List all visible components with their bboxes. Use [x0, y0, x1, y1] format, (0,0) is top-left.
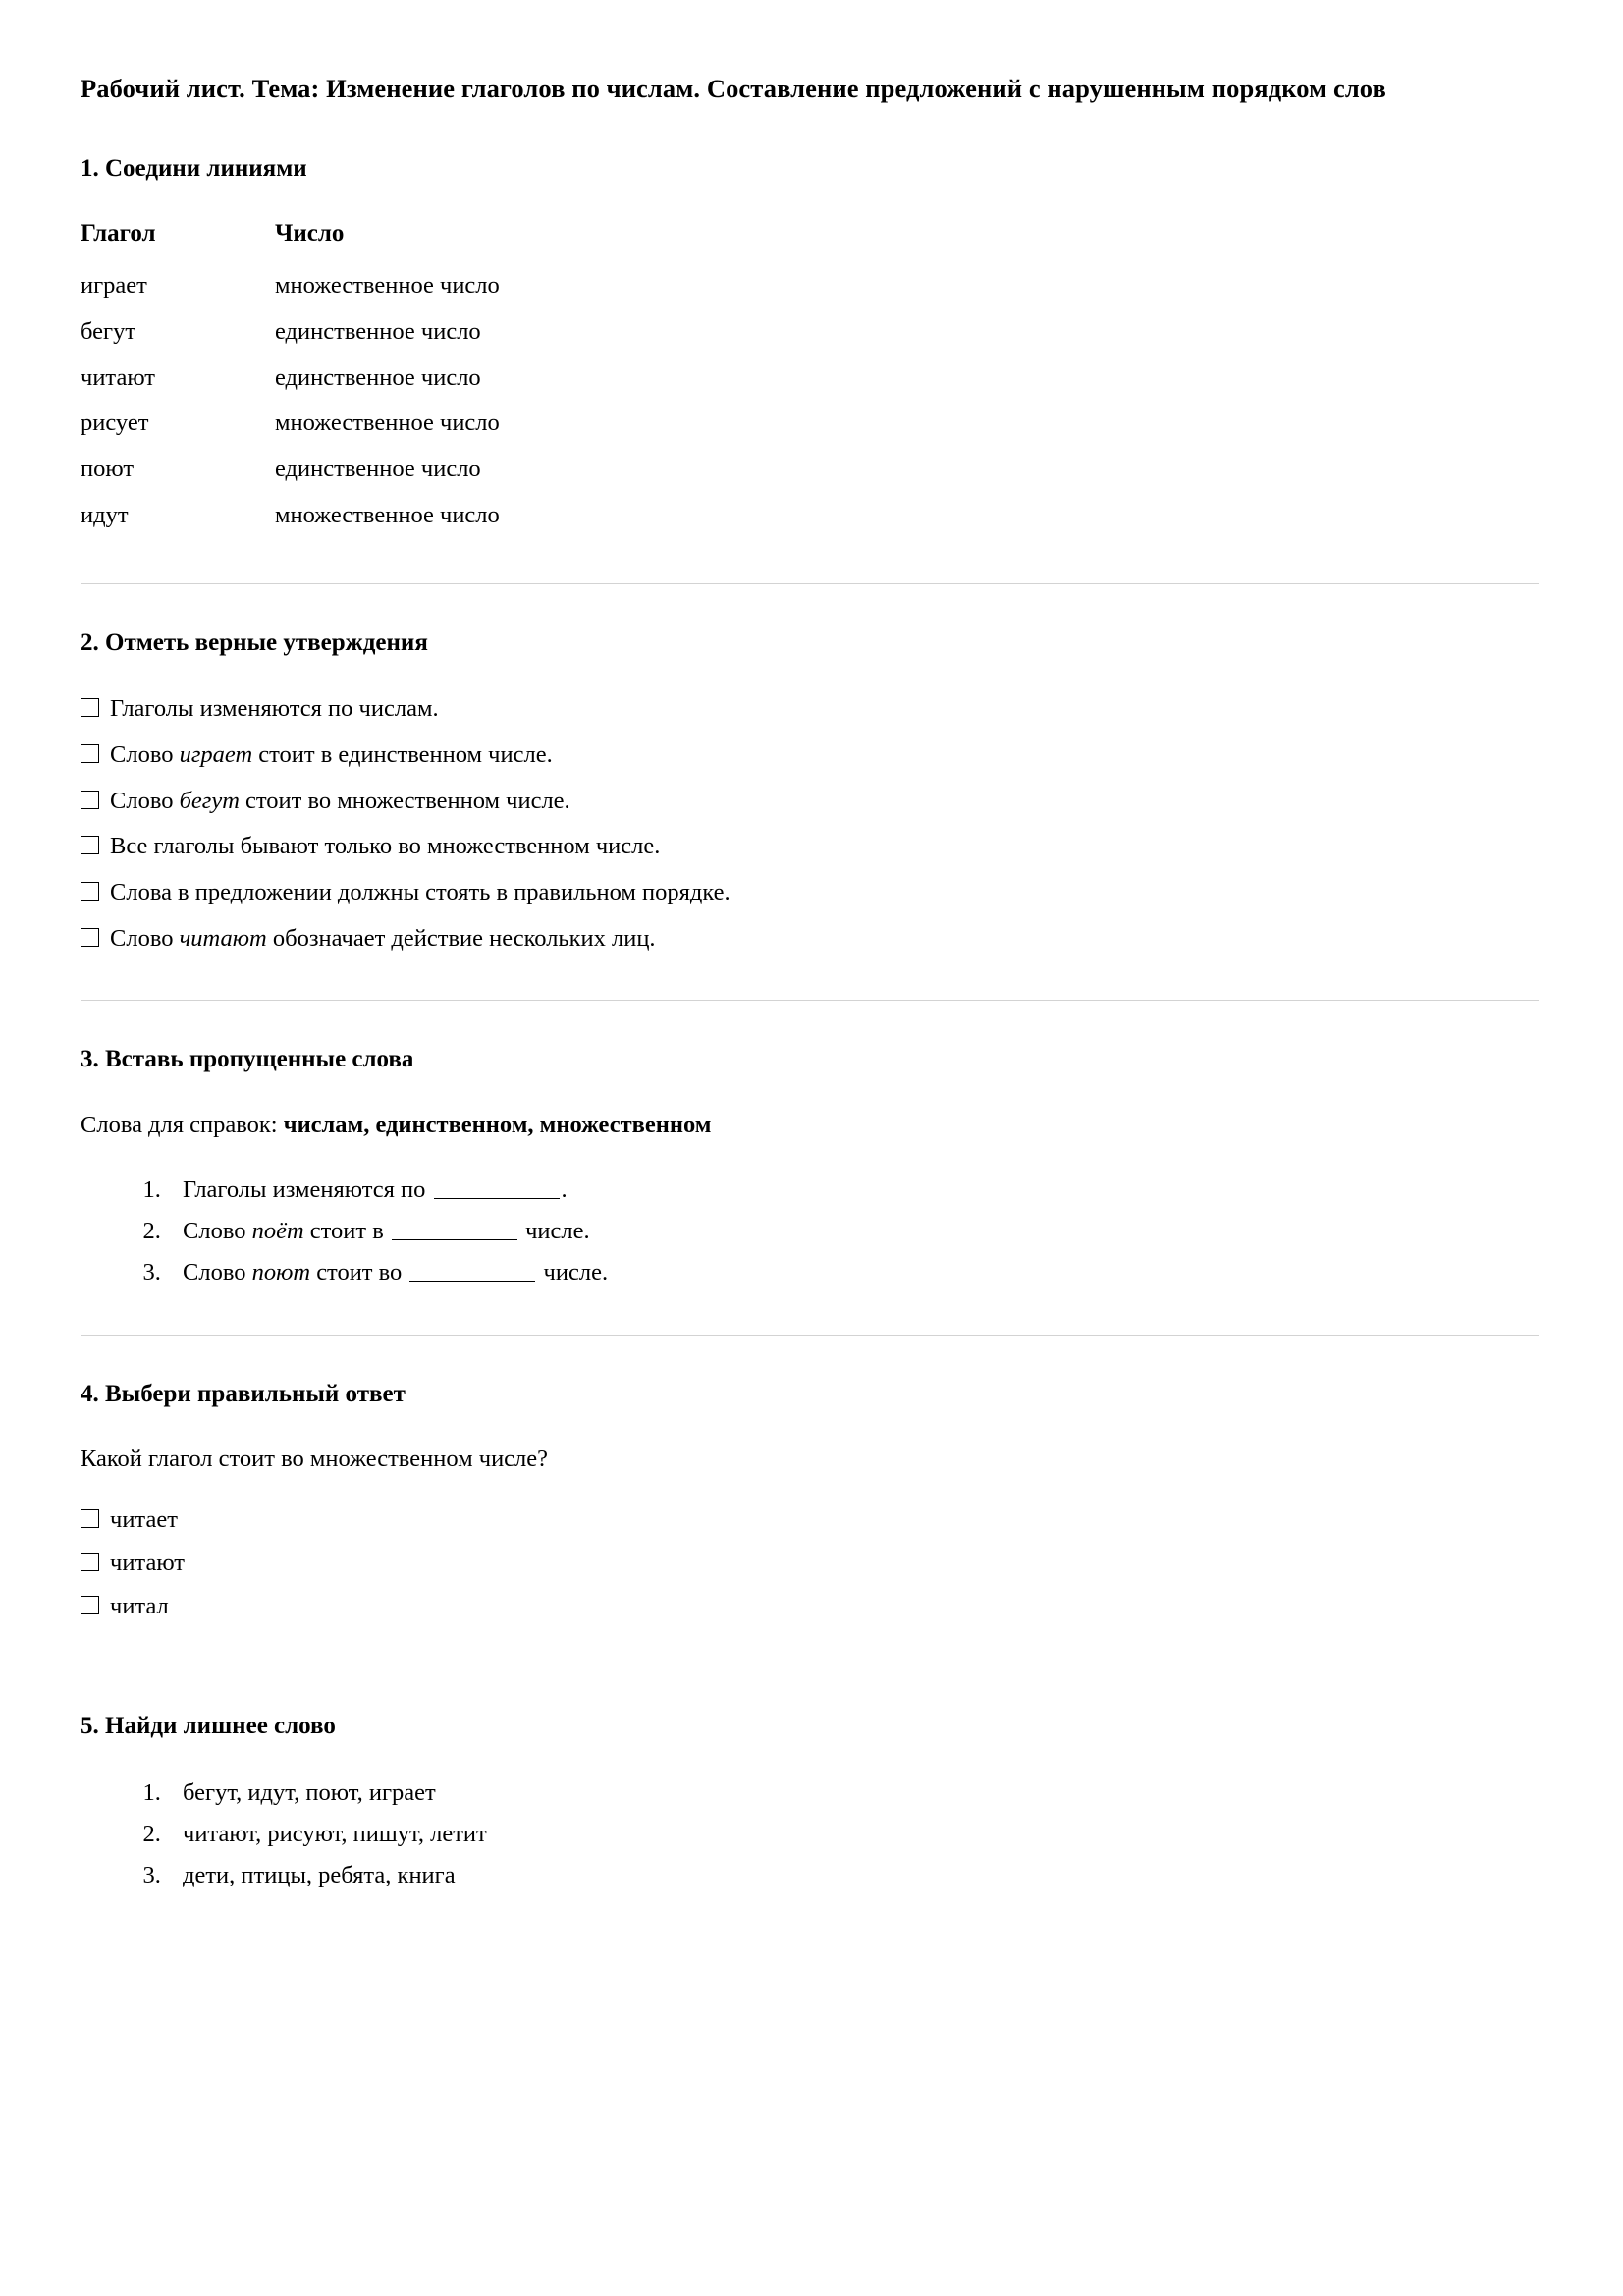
blank-text-em: поёт: [251, 1218, 304, 1245]
blank-input[interactable]: [434, 1175, 560, 1200]
section-divider: [81, 583, 1539, 584]
cell-verb[interactable]: бегут: [81, 317, 136, 345]
list-item[interactable]: [167, 1256, 1539, 1288]
list-item[interactable]: 3. дети, птицы, ребята, книга: [167, 1859, 1539, 1891]
cell-number[interactable]: множественное число: [275, 410, 500, 437]
option-label: читал: [110, 1592, 169, 1619]
checkbox-icon[interactable]: [81, 744, 99, 763]
checkbox-icon[interactable]: [81, 698, 99, 717]
statement-text: Слово бегут стоит во множественном числе.: [110, 787, 570, 814]
blank-text-pre: Слово: [183, 1218, 252, 1245]
reference-words-line: [81, 1110, 1539, 1141]
column-header-number: Число: [275, 220, 345, 247]
table-header-row: [81, 218, 500, 262]
list-item[interactable]: [81, 693, 1539, 725]
blank-input[interactable]: [409, 1257, 535, 1283]
checkbox-icon[interactable]: [81, 882, 99, 901]
cell-verb[interactable]: рисует: [81, 410, 149, 437]
cell-number[interactable]: единственное число: [275, 317, 481, 345]
section-4-heading: 4. Выбери правильный ответ: [81, 1380, 406, 1407]
fill-blank-list: [81, 1174, 1539, 1288]
column-header-verb: Глагол: [81, 220, 156, 247]
reference-words-label: Слова для справок:: [81, 1111, 284, 1138]
page-title: [81, 71, 1539, 108]
cell-verb[interactable]: поют: [81, 456, 135, 483]
section-2-heading: 2. Отметь верные утверждения: [81, 629, 428, 657]
list-item[interactable]: [81, 786, 1539, 817]
section-3-heading: 3. Вставь пропущенные слова: [81, 1046, 414, 1072]
checkbox-icon[interactable]: [81, 836, 99, 854]
blank-text-post: числе.: [518, 1218, 590, 1245]
statement-text: Все глаголы бывают только во множественном числе.: [110, 833, 661, 860]
statement-text: Слова в предложении должны стоять в правильном порядке.: [110, 879, 730, 906]
list-item[interactable]: [81, 877, 1539, 908]
page-title-line-1: Рабочий лист. Тема: Изменение глаголов по числам. Составление предложений с нарушенным: [81, 74, 1205, 103]
table-row: [81, 447, 500, 493]
checkbox-icon[interactable]: [81, 791, 99, 809]
option-label: читают: [110, 1549, 186, 1576]
section-4-question: Какой глагол стоит во множественном числе?: [81, 1446, 549, 1473]
section-4-choice: [81, 1379, 1539, 1622]
cell-number[interactable]: единственное число: [275, 456, 481, 483]
cell-number[interactable]: единственное число: [275, 363, 481, 391]
answer-options: [81, 1504, 1539, 1622]
checkbox-icon[interactable]: [81, 928, 99, 947]
table-row: [81, 262, 500, 308]
section-divider: [81, 1335, 1539, 1336]
list-item[interactable]: [167, 1215, 1539, 1247]
cell-number[interactable]: множественное число: [275, 502, 500, 529]
section-2-statements: [81, 628, 1539, 955]
list-item[interactable]: [81, 1548, 1539, 1579]
cell-verb[interactable]: идут: [81, 502, 129, 529]
table-row: [81, 493, 500, 539]
statement-text: Слово играет стоит в единственном числе.: [110, 740, 553, 768]
checkbox-icon[interactable]: [81, 1509, 99, 1528]
section-5-odd-one-out: [81, 1711, 1539, 1891]
statement-text: Глаголы изменяются по числам.: [110, 694, 439, 722]
list-item[interactable]: 2. читают, рисуют, пишут, летит: [167, 1818, 1539, 1850]
list-item[interactable]: [81, 1591, 1539, 1622]
statement-checklist: [81, 693, 1539, 955]
table-row: [81, 401, 500, 447]
blank-text-mid: стоит в: [303, 1218, 390, 1245]
list-item[interactable]: [81, 831, 1539, 862]
cell-verb[interactable]: играет: [81, 271, 147, 299]
checkbox-icon[interactable]: [81, 1553, 99, 1571]
list-item[interactable]: [81, 1504, 1539, 1536]
reference-words-values: числам, единственном, множественном: [283, 1111, 712, 1138]
blank-text-pre: Глаголы изменяются по: [183, 1176, 432, 1204]
section-5-heading: 5. Найди лишнее слово: [81, 1713, 336, 1740]
checkbox-icon[interactable]: [81, 1596, 99, 1614]
blank-text-mid: стоит во: [310, 1259, 408, 1286]
section-1-heading: 1. Соедини линиями: [81, 154, 307, 182]
cell-verb[interactable]: читают: [81, 363, 156, 391]
statement-text: Слово читают обозначает действие нескольких лиц.: [110, 925, 656, 953]
list-item[interactable]: [81, 923, 1539, 955]
odd-word-list: [81, 1777, 1539, 1891]
option-label: читает: [110, 1505, 178, 1533]
blank-text-em: поют: [251, 1259, 311, 1286]
table-row: [81, 308, 500, 355]
blank-text-post: .: [561, 1176, 568, 1204]
blank-text-pre: Слово: [183, 1259, 252, 1286]
list-item[interactable]: 1. бегут, идут, поют, играет: [167, 1777, 1539, 1809]
table-row: [81, 355, 500, 401]
cell-number[interactable]: множественное число: [275, 271, 500, 299]
blank-text-post: числе.: [537, 1259, 609, 1286]
section-1-match: [81, 153, 1539, 539]
matching-table: [81, 218, 500, 538]
section-3-fill-blanks: [81, 1044, 1539, 1289]
list-item[interactable]: [167, 1174, 1539, 1206]
blank-input[interactable]: [392, 1216, 517, 1241]
list-item[interactable]: [81, 739, 1539, 771]
page-title-line-2: порядком слов: [1211, 74, 1386, 103]
section-divider: [81, 1000, 1539, 1001]
